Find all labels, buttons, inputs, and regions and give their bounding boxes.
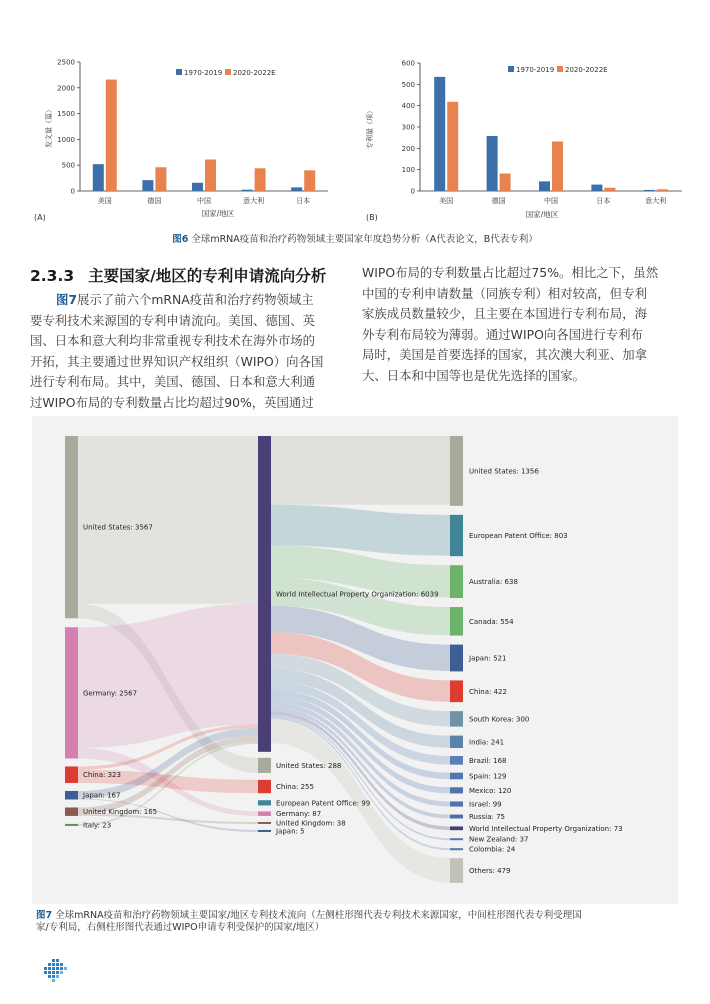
chart-b-legend-label-1: 1970-2019 xyxy=(516,66,555,74)
chart-a-legend-label-1: 1970-2019 xyxy=(184,69,223,77)
sankey-target-node-label: New Zealand: 37 xyxy=(469,835,529,844)
section-number: 2.3.3 xyxy=(30,267,75,285)
section-title: 主要国家/地区的专利申请流向分析 xyxy=(88,267,327,285)
figure-7-caption-line1: 全球mRNA疫苗和治疗药物领域主要国家/地区专利技术流向（左侧柱形图代表专利技术来源国家，中间柱形图代表专利受理国 xyxy=(52,910,582,921)
figure-7-sankey-panel xyxy=(32,416,678,904)
chart-a-patents-publications xyxy=(28,50,358,232)
chart-b-legend-swatch-1 xyxy=(508,66,514,72)
paragraph-left xyxy=(30,290,360,414)
sankey-target-node-label: Canada: 554 xyxy=(469,617,514,626)
sankey-office-node xyxy=(258,800,271,805)
sankey-target-node-label: United States: 1356 xyxy=(469,467,539,476)
sankey-target-node xyxy=(450,787,463,793)
chart-b-legend-swatch-2 xyxy=(557,66,563,72)
chart_b-bar xyxy=(487,136,498,191)
chart_a-bar xyxy=(192,183,203,191)
sankey-office-node-label: European Patent Office: 99 xyxy=(276,799,371,808)
paragraph-right-line: WIPO布局的专利数量占比超过75%。相比之下，虽然 xyxy=(362,265,659,280)
chart_b-ytick-label: 300 xyxy=(401,123,415,132)
chart-a-legend-swatch-2 xyxy=(225,69,231,75)
paragraph-left-line: 要专利技术来源国的专利申请流向。美国、德国、英 xyxy=(30,312,315,328)
chart_a-category-label: 意大利 xyxy=(243,197,265,205)
sankey-target-node xyxy=(450,436,463,506)
sankey-source-node-label: Italy: 23 xyxy=(83,821,112,830)
paragraph-left-line: 国、日本和意大利均非常重视专利技术在海外市场的 xyxy=(30,333,315,349)
sankey-target-node xyxy=(450,756,463,765)
sankey-target-node-label: World Intellectual Property Organization: 73 xyxy=(469,824,623,833)
chart-a-xlabel: 国家/地区 xyxy=(201,209,235,218)
chart_a-bar xyxy=(255,168,266,191)
chart_b-category-label: 日本 xyxy=(596,197,611,205)
chart_a-ytick-label: 500 xyxy=(61,161,75,170)
sankey-target-node-label: Mexico: 120 xyxy=(469,786,512,795)
figure-7-caption-line2: 家/专利局，右侧柱形图代表通过WIPO申请专利受保护的国家/地区） xyxy=(36,922,325,933)
sankey-target-node-label: Brazil: 168 xyxy=(469,756,507,765)
sankey-target-node-label: South Korea: 300 xyxy=(469,715,530,724)
sankey-office-node-label: United Kingdom: 38 xyxy=(276,819,346,828)
paragraph-left-line: 图7展示了前六个mRNA疫苗和治疗药物领域主 xyxy=(56,292,314,307)
sankey-source-node xyxy=(65,627,78,758)
paragraph-right-line: 家族成员数量较少，且主要在本国进行专利布局，海 xyxy=(362,306,647,322)
sankey-office-node-label: China: 255 xyxy=(276,783,314,792)
sankey-target-node xyxy=(450,736,463,748)
sankey-office-node-label: Japan: 5 xyxy=(276,827,305,836)
section-heading xyxy=(30,264,326,286)
chart_b-bar xyxy=(434,77,445,191)
chart_a-bar xyxy=(93,164,104,191)
sankey-target-node xyxy=(450,858,463,883)
chart-a-ylabel: 发文量（篇） xyxy=(45,106,53,148)
sankey-target-node xyxy=(450,848,463,850)
sankey-source-node xyxy=(65,807,78,815)
chart_b-bar xyxy=(604,188,615,191)
chart-a-legend-swatch-1 xyxy=(176,69,182,75)
sankey-target-node xyxy=(450,515,463,556)
paragraph-left-line: 进行专利布局。其中，美国、德国、日本和意大利通 xyxy=(30,374,315,390)
chart_a-category-label: 德国 xyxy=(147,197,162,205)
paragraph-right xyxy=(362,263,692,387)
chart-a-legend-label-2: 2020-2022E xyxy=(233,69,276,77)
sankey-target-node-label: Spain: 129 xyxy=(469,772,507,781)
figure-6-caption xyxy=(0,234,710,246)
chart_a-bar xyxy=(106,80,117,191)
chart_a-ytick-label: 2500 xyxy=(57,58,75,67)
chart-b-ylabel: 专利量（项） xyxy=(366,107,374,149)
sankey-target-node-label: Israel: 99 xyxy=(469,800,502,809)
sankey-office-node xyxy=(258,436,271,752)
panel-label-b: (B) xyxy=(366,213,378,222)
chart_b-bar xyxy=(447,102,458,191)
sankey-source-node-label: United States: 3567 xyxy=(83,523,153,532)
sankey-source-node xyxy=(65,436,78,618)
sankey-office-node xyxy=(258,830,271,832)
sankey-office-node xyxy=(258,758,271,773)
chart_a-category-label: 中国 xyxy=(197,197,211,205)
sankey-office-node-label: Germany: 87 xyxy=(276,810,322,819)
paragraph-right-line: 大、日本和中国等也是优先选择的国家。 xyxy=(362,367,586,383)
publisher-logo-icon xyxy=(42,958,68,984)
chart_b-ytick-label: 600 xyxy=(401,59,415,68)
sankey-target-node xyxy=(450,826,463,830)
sankey-target-node xyxy=(450,815,463,819)
paragraph-left-line: 过WIPO布局的专利数量占比均超过90%，英国通过 xyxy=(30,394,314,410)
chart_a-bar xyxy=(304,170,315,191)
sankey-source-node-label: Germany: 2567 xyxy=(83,689,138,698)
paragraph-left-line: 开拓，其主要通过世界知识产权组织（WIPO）向各国 xyxy=(30,353,324,369)
sankey-source-node xyxy=(65,766,78,783)
sankey-source-node-label: China: 323 xyxy=(83,771,121,780)
chart-b-xlabel: 国家/地区 xyxy=(525,210,559,219)
chart_b-ytick-label: 0 xyxy=(410,187,415,196)
chart_b-bar xyxy=(552,142,563,191)
chart_a-ytick-label: 0 xyxy=(70,187,75,196)
sankey-office-node xyxy=(258,780,271,793)
sankey-office-node-label: World Intellectual Property Organization: 6039 xyxy=(276,590,439,599)
figure-6-label: 图6 xyxy=(172,234,189,245)
paragraph-right-line: 中国的专利申请数量（同族专利）相对较高，但专利 xyxy=(362,285,647,301)
chart_b-bar xyxy=(644,190,655,191)
sankey-target-node-label: Japan: 521 xyxy=(469,654,507,663)
figure-7-label: 图7 xyxy=(36,910,53,921)
sankey-target-node xyxy=(450,773,463,780)
sankey-target-node-label: Australia: 638 xyxy=(469,578,518,587)
sankey-target-node-label: Others: 479 xyxy=(469,867,511,876)
sankey-office-node-label: United States: 288 xyxy=(276,761,342,770)
sankey-band-to-wipo xyxy=(78,436,258,604)
sankey-target-node-label: China: 422 xyxy=(469,687,507,696)
chart_a-ytick-label: 1000 xyxy=(57,135,75,144)
chart_b-bar xyxy=(539,181,550,191)
chart_b-category-label: 中国 xyxy=(544,197,558,205)
chart_b-category-label: 德国 xyxy=(491,197,506,205)
chart_b-category-label: 美国 xyxy=(439,197,454,205)
sankey-source-node-label: United Kingdom: 165 xyxy=(83,808,158,817)
sankey-target-node xyxy=(450,801,463,806)
sankey-office-node xyxy=(258,822,271,824)
chart_b-bar xyxy=(500,174,511,191)
sankey-target-node xyxy=(450,838,463,840)
figure-7-reference: 图7 xyxy=(56,292,78,307)
chart_a-category-label: 日本 xyxy=(296,197,311,205)
chart_b-bar xyxy=(657,189,668,191)
chart_b-ytick-label: 100 xyxy=(401,166,415,175)
chart-b-legend-label-2: 2020-2022E xyxy=(565,66,608,74)
panel-label-a: (A) xyxy=(34,213,46,222)
sankey-target-node-label: India: 241 xyxy=(469,738,505,747)
sankey-band-to-target xyxy=(271,436,450,505)
sankey-office-node xyxy=(258,811,271,816)
chart_a-category-label: 美国 xyxy=(97,197,112,205)
chart_b-ytick-label: 200 xyxy=(401,144,415,153)
sankey-target-node xyxy=(450,680,463,702)
sankey-source-node xyxy=(65,824,78,826)
chart_a-bar xyxy=(205,160,216,191)
sankey-target-node xyxy=(450,711,463,726)
sankey-source-node-label: Japan: 167 xyxy=(83,791,121,800)
paragraph-right-line: 局时，美国是首要选择的国家，其次澳大利亚、加拿 xyxy=(362,347,647,363)
chart_a-ytick-label: 2000 xyxy=(57,84,75,93)
chart_b-category-label: 意大利 xyxy=(645,197,667,205)
figure-6-caption-text: 全球mRNA疫苗和治疗药物领域主要国家年度趋势分析（A代表论文，B代表专利） xyxy=(188,234,538,245)
sankey-target-node xyxy=(450,565,463,598)
chart_a-bar xyxy=(155,167,166,191)
chart_b-ytick-label: 500 xyxy=(401,80,415,89)
figure-7-caption xyxy=(36,910,686,934)
chart_a-bar xyxy=(291,187,302,191)
chart_a-bar xyxy=(142,180,153,191)
sankey-target-node xyxy=(450,645,463,672)
sankey-target-node-label: Colombia: 24 xyxy=(469,845,516,854)
sankey-target-node xyxy=(450,607,463,636)
sankey-diagram xyxy=(32,416,678,904)
sankey-source-node xyxy=(65,791,78,800)
chart_a-ytick-label: 1500 xyxy=(57,110,75,119)
chart_b-ytick-label: 400 xyxy=(401,102,415,111)
sankey-target-node-label: Russia: 75 xyxy=(469,813,506,822)
chart_b-bar xyxy=(591,185,602,191)
figure-6 xyxy=(28,50,688,232)
sankey-target-node-label: European Patent Office: 803 xyxy=(469,532,568,541)
paragraph-right-line: 外专利布局较为薄弱。通过WIPO向各国进行专利布 xyxy=(362,326,643,342)
chart-b-patents xyxy=(358,50,688,232)
chart_a-bar xyxy=(242,190,253,191)
